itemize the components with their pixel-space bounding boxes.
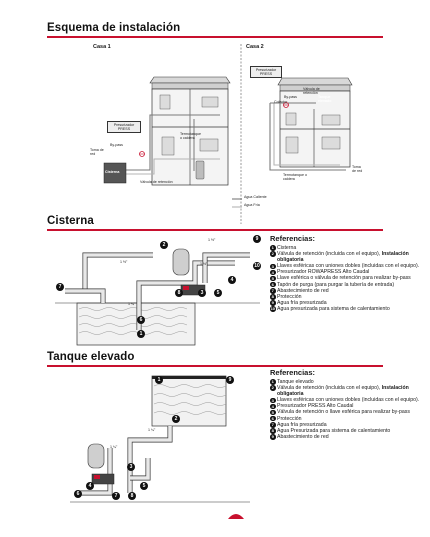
- elevated-marker-4: 4: [86, 482, 94, 490]
- cistern-ref-item: 5 Llave esférica o válvula de retención para realizar by-pass: [271, 275, 411, 282]
- cistern-dim-b: 1 ½": [208, 238, 216, 242]
- cistern-marker-10: 10: [254, 263, 260, 269]
- cistern-marker-5: 5: [214, 289, 222, 297]
- house1-pressurizer-label: Presurizador PRESS: [107, 121, 141, 133]
- house1-tank-label: Termotanque o caldera: [180, 132, 201, 141]
- elevated-references: [270, 368, 420, 440]
- elevated-ref-item: 7 Agua fría presurizada: [271, 421, 327, 428]
- legend-cold-line: [232, 205, 244, 209]
- cistern-marker-4: 4: [228, 276, 236, 284]
- cistern-references: [270, 234, 420, 312]
- cistern-refs-title: Referencias:: [270, 234, 316, 243]
- elevated-marker-6: 6: [74, 490, 82, 498]
- cistern-ref-item: 8 Protección: [271, 293, 302, 300]
- elevated-marker-9: 9: [226, 376, 234, 384]
- house1-diagram: [90, 75, 240, 195]
- page-corner-mark: [228, 511, 244, 519]
- elevated-ref-item: 2 Válvula de retención (incluida con el equipo), Instalación obligatoria: [271, 385, 409, 398]
- installation-title-rule: [47, 36, 383, 38]
- cistern-ref-item: 1 Cisterna: [271, 245, 297, 251]
- elevated-marker-2: 2: [172, 415, 180, 423]
- cistern-ref-item: 10 Agua presurizada para sistema de calentamiento: [270, 305, 390, 312]
- cistern-ref-item: 3 Llaves esféricas con uniones dobles (incluidas con el equipo).: [271, 263, 420, 270]
- elevated-title-rule: [47, 365, 383, 367]
- cistern-ref-item: 7 Abastecimiento de red: [271, 287, 329, 294]
- cistern-marker-1: 1: [137, 330, 145, 338]
- house2-bypass-label: By-pass: [284, 95, 297, 99]
- elevated-ref-item: 9 Abastecimiento de red: [271, 433, 329, 440]
- cistern-ref-item: 9 Agua fría presurizada: [271, 299, 327, 306]
- house2-collector-label: Colector: [274, 100, 288, 104]
- legend-hot: Agua Caliente: [244, 195, 267, 199]
- cistern-title: Cisterna: [47, 215, 94, 227]
- house1-label: Casa 1: [93, 44, 111, 50]
- house1-bypass-label: By-pass: [110, 143, 123, 147]
- cistern-marker-6: 6: [137, 316, 145, 324]
- elevated-ref-item: 4 Presurizador PRESS Alto Caudal: [271, 403, 354, 410]
- house2-pressurizer-label: Presurizador PRESS: [250, 66, 282, 78]
- elevated-marker-3: 3: [127, 463, 135, 471]
- elevated-dim-a: 1 ¼": [148, 428, 156, 432]
- elevated-ref-item: 3 Llaves esféricas con uniones dobles (incluidas con el equipo).: [271, 397, 420, 404]
- elevated-marker-7: 7: [112, 492, 120, 500]
- house2-heater-label: Termotanque o caldera: [283, 173, 307, 182]
- elevated-refs-title: Referencias:: [270, 368, 316, 377]
- elevated-title: Tanque elevado: [47, 351, 135, 363]
- cistern-marker-8: 8: [175, 289, 183, 297]
- cistern-dim-a: 1 ½": [120, 260, 128, 264]
- cistern-dim-d: 1 ¼": [128, 302, 136, 306]
- cistern-marker-7: 7: [56, 283, 64, 291]
- cistern-ref-item: 2 Válvula de retención (incluida con el equipo), Instalación obligatoria: [271, 251, 409, 264]
- installation-title: Esquema de instalación: [47, 22, 181, 34]
- cistern-ref-item: 6 Tapón de purga (para purgar la tubería de entrada): [271, 281, 395, 288]
- house1-valve-label: Válvula de retención: [140, 180, 173, 184]
- cistern-marker-2: 2: [160, 241, 168, 249]
- house2-label: Casa 2: [246, 44, 264, 50]
- legend-hot-line: [232, 197, 244, 201]
- cistern-ref-item: 4 Presurizador ROWAPRESS Alto Caudal: [271, 269, 370, 276]
- elevated-diagram: [70, 368, 250, 508]
- cistern-marker-3: 3: [198, 289, 206, 297]
- legend-cold: Agua Fría: [244, 203, 260, 207]
- elevated-marker-1: 1: [155, 376, 163, 384]
- elevated-ref-item: 6 Protección: [271, 415, 302, 422]
- cistern-marker-9: 9: [253, 235, 261, 243]
- elevated-ref-item: 8 Agua Presurizada para sistema de calentamiento: [271, 427, 391, 434]
- elevated-dim-b: 1 ¼": [110, 445, 118, 449]
- house2-tank-label: Tanque elevado: [318, 95, 332, 104]
- elevated-ref-item: 1 Tanque elevado: [271, 379, 314, 385]
- elevated-marker-8: 8: [128, 492, 136, 500]
- house2-valve-label: Válvula de retención: [303, 87, 320, 96]
- house1-cistern-label: Cisterna: [105, 170, 120, 174]
- cistern-diagram: [55, 235, 260, 350]
- house1-supply-label: Toma de red: [90, 148, 104, 157]
- cistern-dim-c: 1 ½": [200, 262, 208, 266]
- elevated-ref-item: 5 Válvula de retención o llave esférica para realizar by-pass: [271, 409, 410, 416]
- elevated-marker-5: 5: [140, 482, 148, 490]
- house2-supply-label: Toma de red: [352, 165, 363, 174]
- cistern-title-rule: [47, 229, 383, 231]
